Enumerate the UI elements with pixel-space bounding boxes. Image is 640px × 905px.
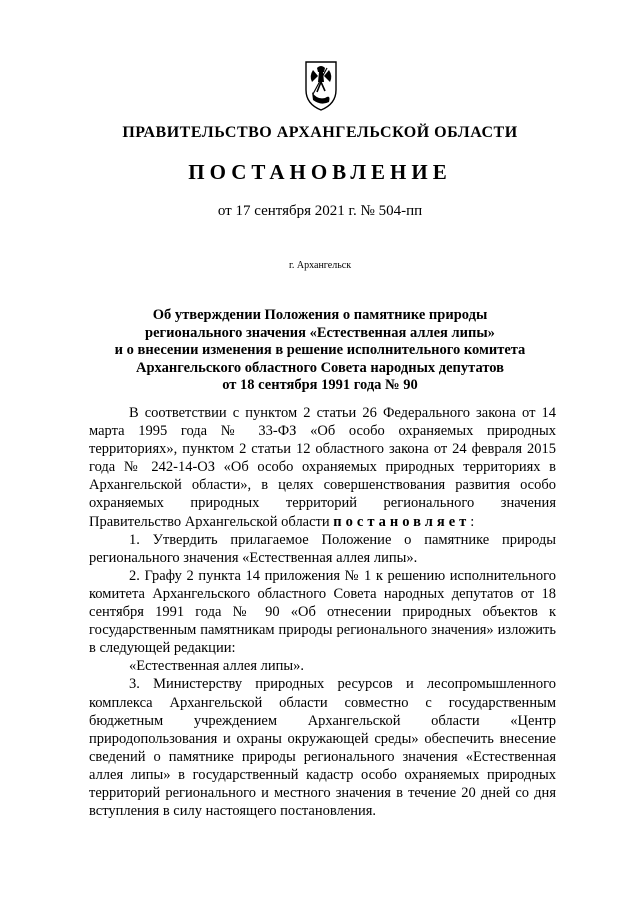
title-line: и о внесении изменения в решение исполнительного комитета bbox=[114, 342, 526, 358]
coat-of-arms-emblem bbox=[303, 58, 339, 112]
title-line: от 18 сентября 1991 года № 90 bbox=[222, 377, 418, 393]
title-line: Об утверждении Положения о памятнике природы bbox=[152, 307, 488, 323]
item-2-quote: «Естественная аллея липы». bbox=[129, 658, 305, 675]
resolves-colon: : bbox=[470, 513, 475, 530]
resolves-word: постановляет bbox=[333, 513, 471, 530]
item-2-paragraph: 2. Графу 2 пункта 14 приложения № 1 к решению исполнительного комитета Архангельского областного Совета народных депутатов от 18 сентября 1991 года № 90 «Об отнесении природных объектов к государственным памятникам природы регионального значения» изложить в следующей редакции: bbox=[89, 567, 556, 657]
document-type: ПОСТАНОВЛЕНИЕ bbox=[188, 160, 452, 184]
intro-text: В соответствии с пунктом 2 статьи 26 Федерального закона от 14 марта 1995 года № 33-ФЗ «Об особо охраняемых природных территориях», пунктом 2 статьи 12 областного закона от 24 февраля 2015 года № 242-14-ОЗ «Об особо охраняемых природных территориях в Архангельской области», в целях совершенствования развития особо охраняемых природных территорий регионального значения Правительство Архангельской области bbox=[89, 405, 556, 530]
item-3-paragraph: 3. Министерству природных ресурсов и лесопромышленного комплекса Архангельской области совместно с государственным бюджетным учреждением Архангельской области «Центр природопользования и охраны окружающей среды» обеспечить внесение сведений о памятнике природы регионального значения «Естественная аллея липы» в государственный кадастр особо охраняемых природных территорий регионального и местного значения в течение 20 дней со дня вступления в силу настоящего постановления. bbox=[89, 676, 556, 820]
government-name: ПРАВИТЕЛЬСТВО АРХАНГЕЛЬСКОЙ ОБЛАСТИ bbox=[122, 124, 518, 141]
document-title bbox=[90, 307, 550, 395]
document-dateline: от 17 сентября 2021 г. № 504-пп bbox=[217, 203, 423, 219]
document-body bbox=[89, 404, 556, 820]
intro-paragraph bbox=[89, 404, 556, 531]
document-city: г. Архангельск bbox=[288, 260, 352, 271]
item-1-paragraph: 1. Утвердить прилагаемое Положение о памятнике природы регионального значения «Естественная аллея липы». bbox=[89, 531, 556, 566]
title-line: Архангельского областного Совета народных депутатов bbox=[136, 359, 504, 376]
title-line: регионального значения «Естественная аллея липы» bbox=[145, 324, 495, 341]
